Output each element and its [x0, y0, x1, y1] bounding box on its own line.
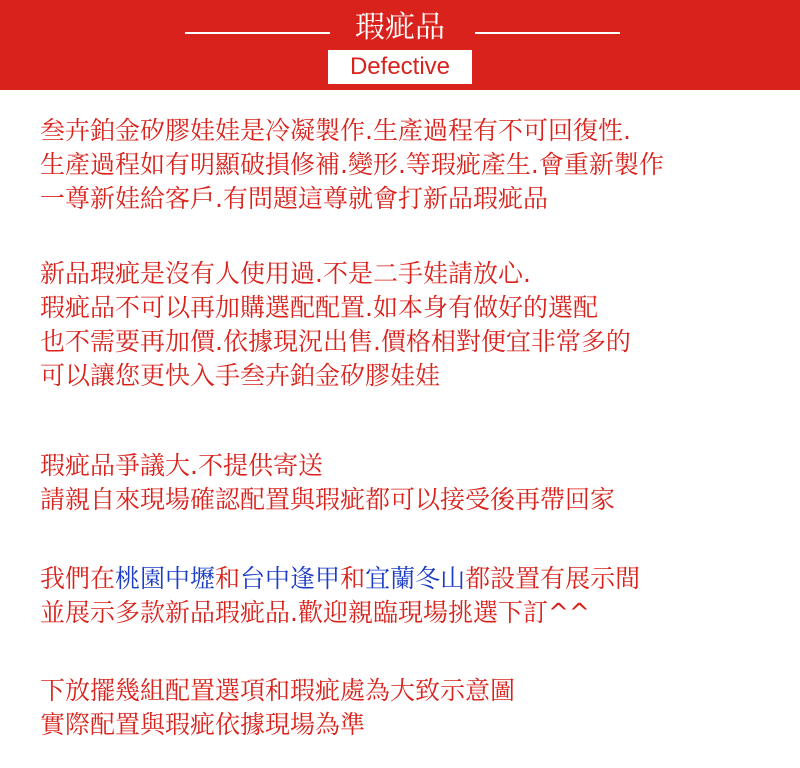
location-taichung: 台中逢甲: [240, 564, 341, 593]
text-segment: 我們在: [40, 564, 116, 593]
text-line: 可以讓您更快入手叁卉鉑金矽膠娃娃: [40, 361, 441, 390]
text-line: 叁卉鉑金矽膠娃娃是冷凝製作.生產過程有不可回復性.: [40, 116, 631, 145]
text-line: 一尊新娃給客戶.有問題這尊就會打新品瑕疵品: [40, 184, 548, 213]
header-divider-right: [475, 32, 620, 34]
text-line: 新品瑕疵是沒有人使用過.不是二手娃請放心.: [40, 259, 531, 288]
production-notice-paragraph: [40, 114, 790, 216]
disclaimer-paragraph: [40, 674, 790, 742]
text-line: 也不需要再加價.依據現況出售.價格相對便宜非常多的: [40, 327, 631, 356]
location-taoyuan: 桃園中壢: [115, 564, 216, 593]
header-banner: [0, 0, 800, 90]
page-title: 瑕疵品: [355, 10, 445, 45]
text-line: 並展示多款新品瑕疵品.歡迎親臨現場挑選下訂^^: [40, 598, 590, 627]
defective-description-paragraph: [40, 257, 790, 393]
text-line: 請親自來現場確認配置與瑕疵都可以接受後再帶回家: [40, 485, 616, 514]
text-segment: 都設置有展示間: [465, 564, 641, 593]
text-segment: 和: [215, 564, 241, 593]
showroom-paragraph: [40, 562, 790, 630]
text-line: 下放擺幾組配置選項和瑕疵處為大致示意圖: [40, 676, 516, 705]
text-line: 實際配置與瑕疵依據現場為準: [40, 710, 366, 739]
text-line: 瑕疵品爭議大.不提供寄送: [40, 451, 323, 480]
showroom-line: [40, 562, 790, 596]
location-yilan: 宜蘭冬山: [365, 564, 466, 593]
text-line: 瑕疵品不可以再加購選配配置.如本身有做好的選配: [40, 293, 598, 322]
pickup-policy-paragraph: [40, 449, 790, 517]
text-line: 生產過程如有明顯破損修補.變形.等瑕疵產生.會重新製作: [40, 150, 664, 179]
text-segment: 和: [340, 564, 366, 593]
page-subtitle: Defective: [328, 50, 472, 84]
